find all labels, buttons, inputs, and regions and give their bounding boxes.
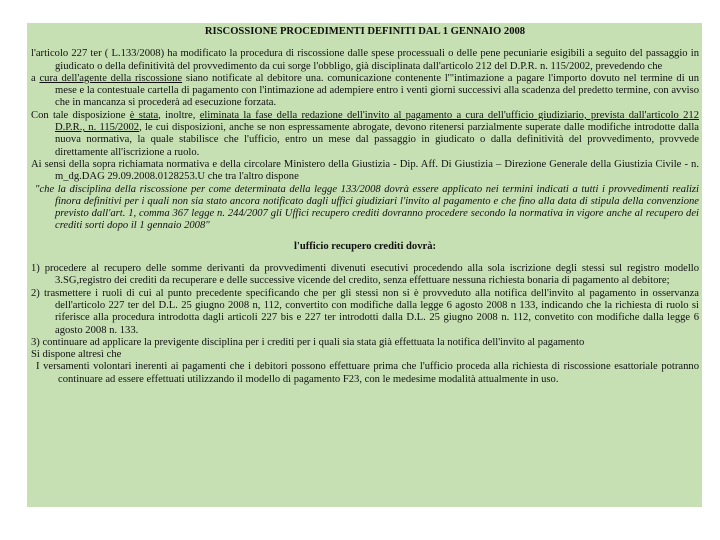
text-rest: siano notificate al debitore una. comunicazione contenente l'"intimazione a pagare l'importo dovuto nel termine di un mese e la contestuale cartella di pagamento con l'intimazione ad adempiere entro i venti giorni successivi alla scadenza del predetto termine, con avviso che in mancanza si procederà ad esecuzione forzata. bbox=[55, 72, 699, 109]
paragraph-circolare: Ai sensi della sopra richiamata normativa e della circolare Ministero della Giustizia - Dip. Aff. Di Giustizia – Direzione Generale della Giustizia Civile - n. m_dg.DAG 29.09.2008.0128253.U che tra l'altro dispone bbox=[31, 158, 699, 183]
list-item-1: 1) procedere al recupero delle somme derivanti da provvedimenti divenuti esecutivi procedendo alla sola iscrizione degli stessi sul registro modello 3.SG,registro dei crediti da recuperare e delle successive vicende del credito, senza effettuare nessuna richiesta bonaria di pagamento al debitore; bbox=[31, 263, 699, 287]
paragraph-disposition bbox=[31, 110, 699, 159]
underlined-eliminata: eliminata la fase della redazione dell'invito al pagamento a cura dell'ufficio giudiziario, prevista dall'articolo 212 D.P.R., n. 115/2002 bbox=[55, 109, 700, 134]
document-title: RISCOSSIONE PROCEDIMENTI DEFINITI DAL 1 GENNAIO 2008 bbox=[204, 26, 526, 37]
text-e: , le cui disposizioni, anche se non espressamente abrogate, devono ritenersi parzialmente superate dalle modifiche introdotte dalla nuova normativa, la quale stabilisce che l'ufficio, entro un mese dal passaggio in giudicato o dalla definitività del provvedimento, provvede direttamente all'iscrizione a ruolo. bbox=[55, 122, 699, 158]
section-subtitle: l'ufficio recupero crediti dovrà: bbox=[293, 240, 437, 252]
text-c: , inoltre, bbox=[158, 109, 200, 121]
text-lead: a bbox=[31, 72, 40, 84]
paragraph-quote: "che la disciplina della riscossione per come determinata della legge 133/2008 dovrà essere applicato nei termini indicati a tutti i provvedimenti realizi finora definitivi per i quali non sia stato ancora notificato dagli uffici giudiziari l'invito al pagamento e che fino alla data di stipula della convenzione previsto dall'art. 1, comma 367 legge n. 244/2007 gli Uffici recupero crediti dovranno procedere secondo la normativa in vigore anche al recupero dei crediti sorti dopo il 1 gennaio 2008" bbox=[35, 183, 699, 232]
list-item-3: 3) continuare ad applicare la previgente disciplina per i crediti per i quali sia stata già effettuata la notifica dell'invito al pagamento bbox=[31, 336, 585, 348]
paragraph-versamenti: I versamenti volontari inerenti ai pagamenti che i debitori possono effettuare prima che l'ufficio proceda alla richiesta di riscossione esattoriale potranno continuare ad essere effettuati utilizzando il modello di pagamento F23, con le medesime modalità attualmente in uso. bbox=[36, 361, 699, 385]
paragraph-article-227: l'articolo 227 ter ( L.133/2008) ha modificato la procedura di riscossione dalle spese processuali o delle pene pecuniarie esigibili a seguito del passaggio in giudicato o della definitività del provvedimento da cui sorge l'obbligo, già disciplinata dall'articolo 212 del D.P.R. n. 115/2002, prevedendo che bbox=[31, 48, 699, 72]
underlined-agent: cura dell'agente della riscossione bbox=[39, 72, 183, 84]
text-a: Con tale disposizione bbox=[31, 109, 130, 121]
paragraph-si-dispone: Si dispone altresì che bbox=[31, 349, 122, 361]
paragraph-notification bbox=[31, 73, 699, 110]
underlined-e-stata: è stata bbox=[129, 109, 159, 121]
list-item-2: 2) trasmettere i ruoli di cui al punto precedente specificando che per gli stessi non si è provveduto alla notifica dell'invito al pagamento in osservanza dell'articolo 227 ter del D.L. 25 giugno 2008 n, 112, convertito con modifiche dalla legge 6 agosto 2008 n 133, indicando che la richiesta di ruolo si riferisce alla procedura introdotta dagli articoli 227 bis e 227 ter introdotti dalla D.L. 25 giugno 2008 n. 112, convetito con modifiche dalla legge 6 agosto 2008 n. 133. bbox=[31, 287, 699, 336]
document-panel bbox=[27, 23, 702, 507]
